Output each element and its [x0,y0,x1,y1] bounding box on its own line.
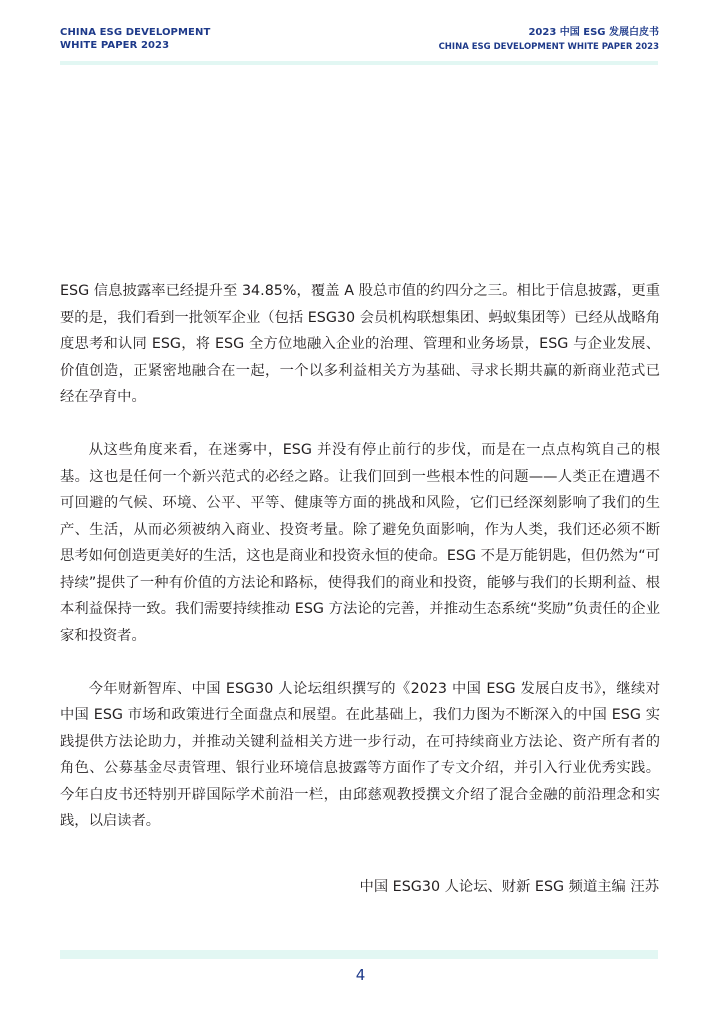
paragraph-2: 从这些角度来看，在迷雾中，ESG 并没有停止前行的步伐，而是在一点点构筑自己的根基。这也是任何一个新兴范式的必经之路。让我们回到一些根本性的问题——人类正在遭遇不可回避的气候、环境、公平、平等、健康等方面的挑战和风险，它们已经深刻影响了我们的生产、生活，从而必须被纳入商业、投资考量。除了避免负面影响，作为人类，我们还必须不断思考如何创造更美好的生活，这也是商业和投资永恒的使命。ESG 不是万能钥匙，但仍然为“可持续”提供了一种有价值的方法论和路标，使得我们的商业和投资，能够与我们的长期利益、根本利益保持一致。我们需要持续推动 ESG 方法论的完善，并推动生态系统“奖励”负责任的企业家和投资者。 [60,442,660,644]
header-left-line1: CHINA ESG DEVELOPMENT [60,27,211,38]
header-right-title-cn: 2023 中国 ESG 发展白皮书 [528,27,659,38]
header-left-line2: WHITE PAPER 2023 [60,40,170,51]
paragraph-1: ESG 信息披露率已经提升至 34.85%，覆盖 A 股总市值的约四分之三。相比于信息披露，更重要的是，我们看到一批领军企业（包括 ESG30 会员机构联想集团、蚂蚁集团等）已经从战略角度思考和认同 ESG，将 ESG 全方位地融入企业的治理、管理和业务场景，ESG 与企业发展、价值创造，正紧密地融合在一起，一个以多利益相关方为基础、寻求长期共赢的新商业范式已经在孕育中。 [60,283,660,405]
body-text [60,278,660,861]
header-left [60,26,210,52]
page-number: 4 [355,966,366,984]
header-divider [60,61,658,65]
paragraph-3: 今年财新智库、中国 ESG30 人论坛组织撰写的《2023 中国 ESG 发展白皮书》，继续对中国 ESG 市场和政策进行全面盘点和展望。在此基础上，我们力图为不断深入的中国 ESG 实践提供方法论助力，并推动关键利益相关方进一步行动，在可持续商业方法论、资产所有者的角色、公募基金尽责管理、银行业环境信息披露等方面作了专文介绍，并引入行业优秀实践。今年白皮书还特别开辟国际学术前沿一栏，由邱慈观教授撰文介绍了混合金融的前沿理念和实践，以启读者。 [60,680,660,829]
header-right [439,26,659,54]
author-signature: 中国 ESG30 人论坛、财新 ESG 频道主编 汪苏 [359,879,659,895]
header-right-title-en: CHINA ESG DEVELOPMENT WHITE PAPER 2023 [438,42,659,52]
footer-divider [60,950,658,959]
